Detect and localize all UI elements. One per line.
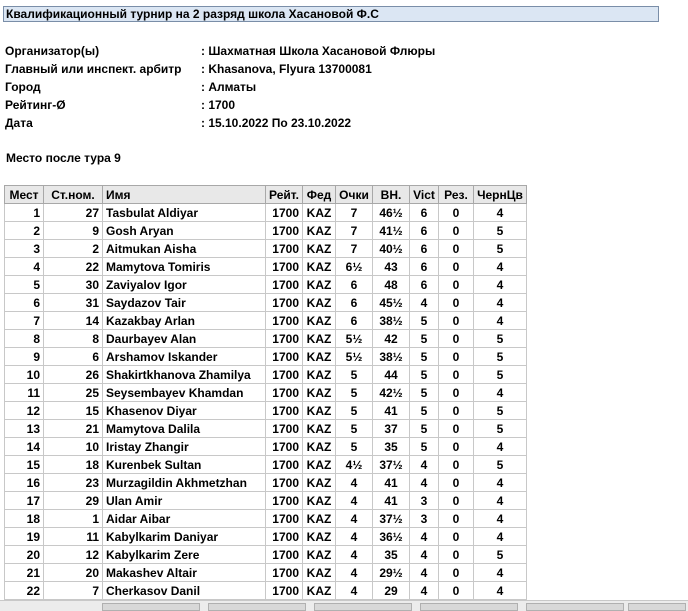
- cell-victories: 4: [410, 294, 439, 312]
- info-label: Рейтинг-Ø: [5, 98, 66, 112]
- table-row[interactable]: [5, 564, 527, 582]
- info-label: Город: [5, 80, 41, 94]
- cell-victories: 4: [410, 546, 439, 564]
- table-row[interactable]: [5, 276, 527, 294]
- cell-place: 13: [5, 420, 44, 438]
- column-header-points[interactable]: Очки: [336, 186, 373, 204]
- cell-name: Iristay Zhangir: [103, 438, 266, 456]
- cell-name: Murzagildin Akhmetzhan: [103, 474, 266, 492]
- cell-name: Kazakbay Arlan: [103, 312, 266, 330]
- cell-points: 4: [336, 510, 373, 528]
- cell-black-games: 5: [474, 420, 527, 438]
- cell-federation: KAZ: [303, 510, 336, 528]
- cell-name: Kabylkarim Zere: [103, 546, 266, 564]
- cell-points: 7: [336, 240, 373, 258]
- cell-rating: 1700: [266, 438, 303, 456]
- table-row[interactable]: [5, 330, 527, 348]
- cell-name: Mamytova Tomiris: [103, 258, 266, 276]
- cell-black-games: 5: [474, 546, 527, 564]
- cell-buchholz: 44: [373, 366, 410, 384]
- cell-start-number: 12: [44, 546, 103, 564]
- cell-victories: 3: [410, 492, 439, 510]
- table-row[interactable]: [5, 222, 527, 240]
- cell-rating: 1700: [266, 510, 303, 528]
- cell-name: Saydazov Tair: [103, 294, 266, 312]
- cell-start-number: 15: [44, 402, 103, 420]
- cell-victories: 3: [410, 510, 439, 528]
- cell-federation: KAZ: [303, 312, 336, 330]
- column-header-federation[interactable]: Фед: [303, 186, 336, 204]
- cell-buchholz: 41½: [373, 222, 410, 240]
- cell-black-games: 4: [474, 474, 527, 492]
- table-row[interactable]: [5, 294, 527, 312]
- cell-victories: 4: [410, 474, 439, 492]
- cell-place: 18: [5, 510, 44, 528]
- cell-rating: 1700: [266, 420, 303, 438]
- standings-table: [4, 185, 527, 600]
- cell-result: 0: [439, 402, 474, 420]
- cell-federation: KAZ: [303, 456, 336, 474]
- cell-start-number: 26: [44, 366, 103, 384]
- cell-points: 4: [336, 474, 373, 492]
- cell-points: 4: [336, 528, 373, 546]
- cell-result: 0: [439, 420, 474, 438]
- cell-buchholz: 41: [373, 492, 410, 510]
- horizontal-scrollbar[interactable]: [0, 600, 688, 611]
- cell-result: 0: [439, 582, 474, 600]
- cell-buchholz: 35: [373, 546, 410, 564]
- cell-place: 10: [5, 366, 44, 384]
- cell-points: 4: [336, 492, 373, 510]
- table-row[interactable]: [5, 492, 527, 510]
- cell-federation: KAZ: [303, 222, 336, 240]
- cell-rating: 1700: [266, 204, 303, 222]
- cell-victories: 4: [410, 582, 439, 600]
- cell-victories: 5: [410, 420, 439, 438]
- cell-start-number: 22: [44, 258, 103, 276]
- cell-points: 7: [336, 222, 373, 240]
- cell-federation: KAZ: [303, 474, 336, 492]
- column-header-place[interactable]: Мест: [5, 186, 44, 204]
- cell-place: 3: [5, 240, 44, 258]
- column-header-rating[interactable]: Рейт.: [266, 186, 303, 204]
- cell-black-games: 5: [474, 366, 527, 384]
- cell-place: 6: [5, 294, 44, 312]
- cell-black-games: 5: [474, 348, 527, 366]
- cell-black-games: 5: [474, 240, 527, 258]
- cell-result: 0: [439, 384, 474, 402]
- cell-victories: 5: [410, 402, 439, 420]
- cell-victories: 6: [410, 204, 439, 222]
- cell-black-games: 4: [474, 204, 527, 222]
- cell-name: Aitmukan Aisha: [103, 240, 266, 258]
- cell-rating: 1700: [266, 240, 303, 258]
- cell-rating: 1700: [266, 294, 303, 312]
- cell-victories: 5: [410, 438, 439, 456]
- cell-start-number: 6: [44, 348, 103, 366]
- cell-buchholz: 40½: [373, 240, 410, 258]
- cell-buchholz: 41: [373, 474, 410, 492]
- cell-place: 15: [5, 456, 44, 474]
- cell-rating: 1700: [266, 258, 303, 276]
- cell-buchholz: 38½: [373, 312, 410, 330]
- cell-points: 6: [336, 276, 373, 294]
- cell-place: 17: [5, 492, 44, 510]
- cell-start-number: 1: [44, 510, 103, 528]
- cell-name: Gosh Aryan: [103, 222, 266, 240]
- table-row[interactable]: [5, 474, 527, 492]
- cell-federation: KAZ: [303, 438, 336, 456]
- cell-black-games: 4: [474, 294, 527, 312]
- cell-result: 0: [439, 564, 474, 582]
- table-row[interactable]: [5, 402, 527, 420]
- cell-victories: 6: [410, 240, 439, 258]
- table-row[interactable]: [5, 420, 527, 438]
- cell-rating: 1700: [266, 474, 303, 492]
- cell-points: 4: [336, 582, 373, 600]
- cell-black-games: 4: [474, 564, 527, 582]
- cell-federation: KAZ: [303, 546, 336, 564]
- cell-place: 19: [5, 528, 44, 546]
- info-label: Организатор(ы): [5, 44, 100, 58]
- cell-victories: 5: [410, 366, 439, 384]
- cell-federation: KAZ: [303, 330, 336, 348]
- table-row[interactable]: [5, 258, 527, 276]
- table-row[interactable]: [5, 366, 527, 384]
- cell-black-games: 4: [474, 528, 527, 546]
- cell-start-number: 30: [44, 276, 103, 294]
- cell-rating: 1700: [266, 312, 303, 330]
- cell-rating: 1700: [266, 384, 303, 402]
- cell-victories: 5: [410, 312, 439, 330]
- cell-federation: KAZ: [303, 294, 336, 312]
- cell-rating: 1700: [266, 330, 303, 348]
- cell-black-games: 4: [474, 384, 527, 402]
- cell-name: Kurenbek Sultan: [103, 456, 266, 474]
- cell-rating: 1700: [266, 546, 303, 564]
- cell-black-games: 4: [474, 258, 527, 276]
- cell-buchholz: 43: [373, 258, 410, 276]
- round-title: Место после тура 9: [6, 151, 121, 165]
- cell-start-number: 14: [44, 312, 103, 330]
- cell-start-number: 9: [44, 222, 103, 240]
- cell-place: 12: [5, 402, 44, 420]
- cell-result: 0: [439, 510, 474, 528]
- cell-place: 5: [5, 276, 44, 294]
- cell-start-number: 7: [44, 582, 103, 600]
- info-value: : Шахматная Школа Хасановой Флюры: [201, 44, 436, 58]
- cell-place: 4: [5, 258, 44, 276]
- cell-buchholz: 29½: [373, 564, 410, 582]
- table-row[interactable]: [5, 528, 527, 546]
- cell-buchholz: 42: [373, 330, 410, 348]
- table-row[interactable]: [5, 240, 527, 258]
- cell-buchholz: 48: [373, 276, 410, 294]
- cell-result: 0: [439, 276, 474, 294]
- cell-rating: 1700: [266, 456, 303, 474]
- table-row[interactable]: [5, 456, 527, 474]
- cell-start-number: 11: [44, 528, 103, 546]
- cell-name: Seysembayev Khamdan: [103, 384, 266, 402]
- column-header-result[interactable]: Рез.: [439, 186, 474, 204]
- cell-name: Ulan Amir: [103, 492, 266, 510]
- cell-points: 4: [336, 564, 373, 582]
- cell-black-games: 4: [474, 312, 527, 330]
- column-header-buchholz[interactable]: ВН.: [373, 186, 410, 204]
- cell-rating: 1700: [266, 276, 303, 294]
- cell-rating: 1700: [266, 492, 303, 510]
- info-label: Главный или инспект. арбитр: [5, 62, 182, 76]
- cell-federation: KAZ: [303, 384, 336, 402]
- cell-place: 20: [5, 546, 44, 564]
- cell-name: Zaviyalov Igor: [103, 276, 266, 294]
- cell-name: Daurbayev Alan: [103, 330, 266, 348]
- cell-place: 14: [5, 438, 44, 456]
- cell-result: 0: [439, 222, 474, 240]
- cell-place: 21: [5, 564, 44, 582]
- cell-federation: KAZ: [303, 204, 336, 222]
- cell-name: Kabylkarim Daniyar: [103, 528, 266, 546]
- cell-result: 0: [439, 528, 474, 546]
- cell-place: 2: [5, 222, 44, 240]
- cell-start-number: 25: [44, 384, 103, 402]
- info-value: : 1700: [201, 98, 236, 112]
- cell-federation: KAZ: [303, 348, 336, 366]
- cell-start-number: 20: [44, 564, 103, 582]
- cell-place: 9: [5, 348, 44, 366]
- cell-victories: 5: [410, 348, 439, 366]
- cell-rating: 1700: [266, 402, 303, 420]
- cell-result: 0: [439, 366, 474, 384]
- cell-name: Mamytova Dalila: [103, 420, 266, 438]
- cell-result: 0: [439, 312, 474, 330]
- cell-victories: 4: [410, 528, 439, 546]
- cell-victories: 6: [410, 258, 439, 276]
- cell-start-number: 10: [44, 438, 103, 456]
- cell-black-games: 4: [474, 582, 527, 600]
- cell-result: 0: [439, 258, 474, 276]
- cell-place: 8: [5, 330, 44, 348]
- cell-name: Shakirtkhanova Zhamilya: [103, 366, 266, 384]
- cell-points: 6: [336, 294, 373, 312]
- cell-federation: KAZ: [303, 528, 336, 546]
- table-row[interactable]: [5, 312, 527, 330]
- cell-black-games: 4: [474, 438, 527, 456]
- cell-buchholz: 29: [373, 582, 410, 600]
- cell-buchholz: 42½: [373, 384, 410, 402]
- cell-victories: 4: [410, 564, 439, 582]
- cell-result: 0: [439, 348, 474, 366]
- cell-black-games: 5: [474, 222, 527, 240]
- info-value: : 15.10.2022 По 23.10.2022: [201, 116, 352, 130]
- cell-result: 0: [439, 294, 474, 312]
- cell-start-number: 29: [44, 492, 103, 510]
- table-header-row: [5, 186, 527, 204]
- cell-points: 7: [336, 204, 373, 222]
- cell-buchholz: 46½: [373, 204, 410, 222]
- cell-rating: 1700: [266, 222, 303, 240]
- cell-black-games: 4: [474, 510, 527, 528]
- cell-points: 5½: [336, 348, 373, 366]
- cell-points: 5: [336, 384, 373, 402]
- cell-points: 5½: [336, 330, 373, 348]
- cell-points: 4½: [336, 456, 373, 474]
- cell-rating: 1700: [266, 564, 303, 582]
- table-row[interactable]: [5, 582, 527, 600]
- cell-federation: KAZ: [303, 564, 336, 582]
- cell-result: 0: [439, 456, 474, 474]
- cell-start-number: 8: [44, 330, 103, 348]
- info-label: Дата: [5, 116, 33, 130]
- cell-rating: 1700: [266, 582, 303, 600]
- cell-victories: 5: [410, 330, 439, 348]
- cell-name: Cherkasov Danil: [103, 582, 266, 600]
- cell-name: Tasbulat Aldiyar: [103, 204, 266, 222]
- cell-victories: 4: [410, 456, 439, 474]
- cell-buchholz: 35: [373, 438, 410, 456]
- cell-buchholz: 36½: [373, 528, 410, 546]
- cell-place: 11: [5, 384, 44, 402]
- table-row[interactable]: [5, 546, 527, 564]
- cell-start-number: 27: [44, 204, 103, 222]
- cell-federation: KAZ: [303, 366, 336, 384]
- cell-result: 0: [439, 330, 474, 348]
- cell-place: 1: [5, 204, 44, 222]
- cell-rating: 1700: [266, 348, 303, 366]
- cell-place: 22: [5, 582, 44, 600]
- cell-name: Aidar Aibar: [103, 510, 266, 528]
- cell-federation: KAZ: [303, 240, 336, 258]
- cell-victories: 5: [410, 384, 439, 402]
- cell-rating: 1700: [266, 528, 303, 546]
- cell-federation: KAZ: [303, 492, 336, 510]
- cell-buchholz: 38½: [373, 348, 410, 366]
- table-row[interactable]: [5, 510, 527, 528]
- cell-name: Makashev Altair: [103, 564, 266, 582]
- cell-buchholz: 37½: [373, 510, 410, 528]
- cell-black-games: 5: [474, 402, 527, 420]
- cell-black-games: 4: [474, 276, 527, 294]
- cell-points: 6½: [336, 258, 373, 276]
- info-value: : Khasanova, Flyura 13700081: [201, 62, 372, 76]
- cell-victories: 6: [410, 222, 439, 240]
- cell-buchholz: 37½: [373, 456, 410, 474]
- cell-black-games: 5: [474, 456, 527, 474]
- cell-rating: 1700: [266, 366, 303, 384]
- cell-points: 5: [336, 402, 373, 420]
- column-header-start-number[interactable]: Ст.ном.: [44, 186, 103, 204]
- column-header-name[interactable]: Имя: [103, 186, 266, 204]
- cell-name: Khasenov Diyar: [103, 402, 266, 420]
- cell-buchholz: 41: [373, 402, 410, 420]
- cell-result: 0: [439, 474, 474, 492]
- cell-result: 0: [439, 204, 474, 222]
- cell-result: 0: [439, 438, 474, 456]
- cell-points: 4: [336, 546, 373, 564]
- cell-name: Arshamov Iskander: [103, 348, 266, 366]
- cell-start-number: 23: [44, 474, 103, 492]
- cell-federation: KAZ: [303, 582, 336, 600]
- column-header-victories[interactable]: Vict: [410, 186, 439, 204]
- table-row[interactable]: [5, 438, 527, 456]
- column-header-black-games[interactable]: ЧернЦв: [474, 186, 527, 204]
- cell-buchholz: 37: [373, 420, 410, 438]
- cell-result: 0: [439, 240, 474, 258]
- cell-points: 5: [336, 420, 373, 438]
- table-row[interactable]: [5, 384, 527, 402]
- cell-federation: KAZ: [303, 276, 336, 294]
- cell-federation: KAZ: [303, 420, 336, 438]
- cell-victories: 6: [410, 276, 439, 294]
- cell-federation: KAZ: [303, 258, 336, 276]
- cell-buchholz: 45½: [373, 294, 410, 312]
- cell-points: 5: [336, 438, 373, 456]
- cell-black-games: 4: [474, 492, 527, 510]
- cell-start-number: 21: [44, 420, 103, 438]
- cell-result: 0: [439, 546, 474, 564]
- cell-place: 7: [5, 312, 44, 330]
- table-row[interactable]: [5, 204, 527, 222]
- cell-start-number: 31: [44, 294, 103, 312]
- cell-place: 16: [5, 474, 44, 492]
- cell-federation: KAZ: [303, 402, 336, 420]
- cell-black-games: 5: [474, 330, 527, 348]
- cell-start-number: 2: [44, 240, 103, 258]
- standings-body: [5, 204, 527, 600]
- cell-points: 6: [336, 312, 373, 330]
- table-row[interactable]: [5, 348, 527, 366]
- cell-start-number: 18: [44, 456, 103, 474]
- tournament-title: Квалификационный турнир на 2 разряд школа Хасановой Ф.С: [3, 6, 659, 22]
- info-value: : Алматы: [201, 80, 257, 94]
- cell-result: 0: [439, 492, 474, 510]
- cell-points: 5: [336, 366, 373, 384]
